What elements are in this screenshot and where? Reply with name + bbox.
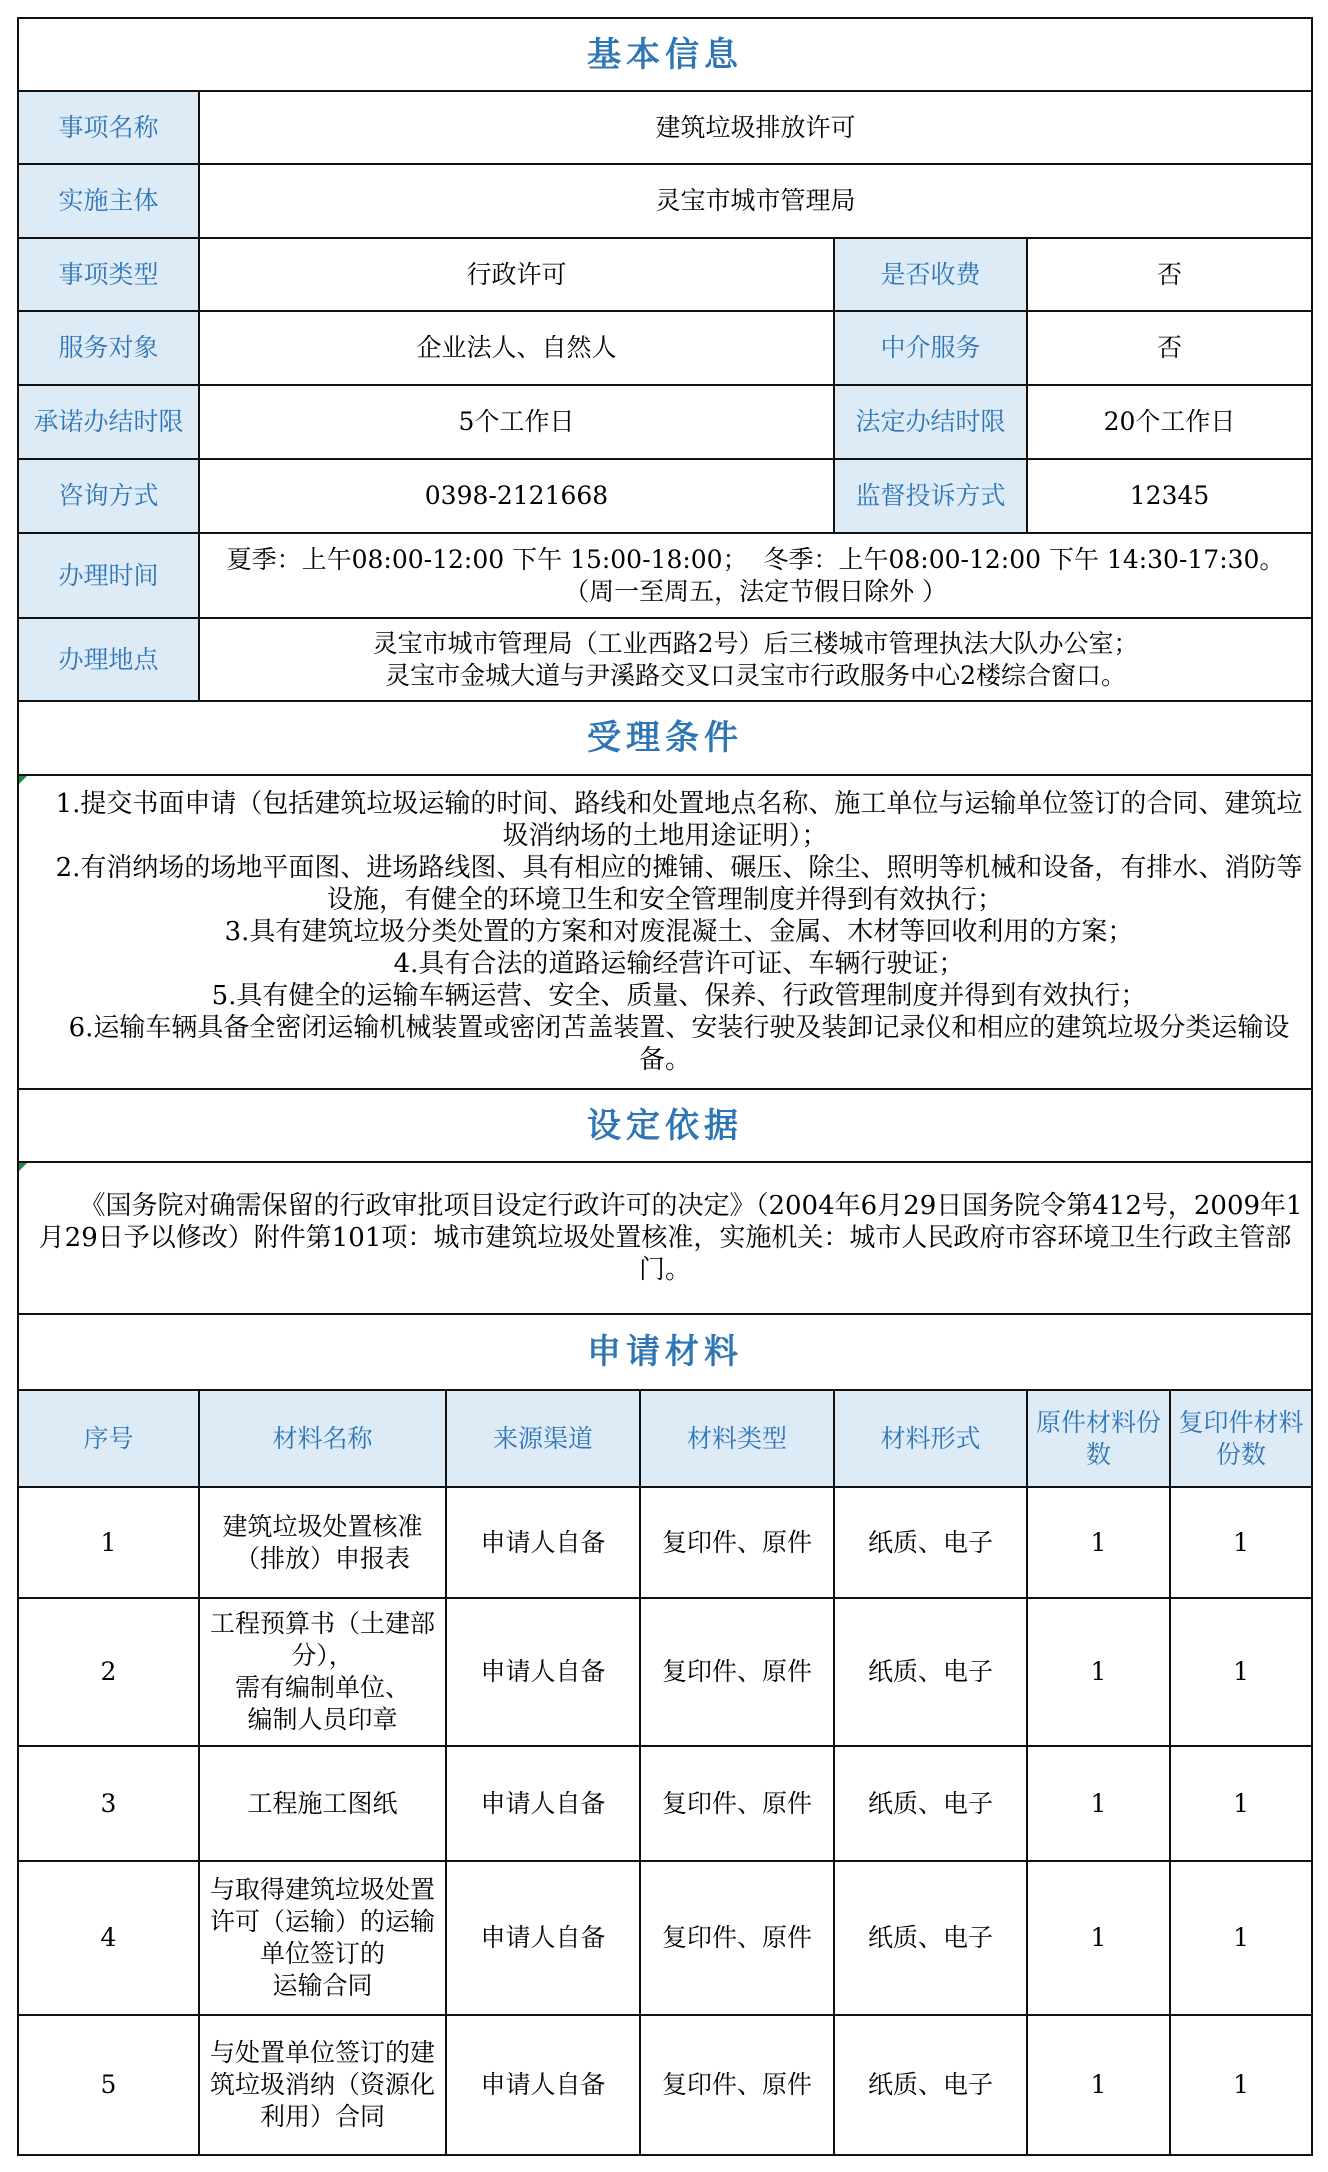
column-header-copy-count: 复印件材料份数 — [1170, 1390, 1312, 1487]
section-row-conditions — [18, 701, 1312, 775]
section-title-basis: 设定依据 — [18, 1089, 1312, 1162]
service-guide-table — [17, 17, 1313, 2156]
material-source: 申请人自备 — [446, 1598, 640, 1746]
material-form: 纸质、电子 — [834, 1861, 1027, 2015]
material-no: 4 — [18, 1861, 199, 2015]
material-name: 与取得建筑垃圾处置 许可（运输）的运输 单位签订的 运输合同 — [199, 1861, 446, 2015]
conditions-content — [18, 775, 1312, 1089]
material-type: 复印件、原件 — [640, 1598, 834, 1746]
material-copy-count: 1 — [1170, 1487, 1312, 1598]
material-original-count: 1 — [1027, 2015, 1170, 2155]
material-name: 工程施工图纸 — [199, 1746, 446, 1861]
material-type: 复印件、原件 — [640, 1487, 834, 1598]
basis-text: 《国务院对确需保留的行政审批项目设定行政许可的决定》（2004年6月29日国务院令第412号，2009年1月29日予以修改）附件第101项：城市建筑垃圾处置核准，实施机关：城市人民政府市容环境卫生行政主管部门。 — [38, 1191, 1303, 1285]
row-conditions-content — [18, 775, 1312, 1089]
material-copy-count: 1 — [1170, 1746, 1312, 1861]
item-name-label: 事项名称 — [18, 91, 199, 164]
row-item-type — [18, 238, 1312, 311]
material-no: 5 — [18, 2015, 199, 2155]
material-copy-count: 1 — [1170, 2015, 1312, 2155]
implementer-label: 实施主体 — [18, 164, 199, 238]
condition-item-1: 1.提交书面申请（包括建筑垃圾运输的时间、路线和处置地点名称、施工单位与运输单位签订的合同、建筑垃圾消纳场的土地用途证明）； — [55, 789, 1303, 851]
material-copy-count: 1 — [1170, 1861, 1312, 2015]
row-contact — [18, 459, 1312, 533]
intermediary-label: 中介服务 — [834, 311, 1027, 385]
consult-label: 咨询方式 — [18, 459, 199, 533]
section-row-materials — [18, 1314, 1312, 1390]
material-type: 复印件、原件 — [640, 1746, 834, 1861]
condition-item-2: 2.有消纳场的场地平面图、进场路线图、具有相应的摊铺、碾压、除尘、照明等机械和设备，有排水、消防等设施，有健全的环境卫生和安全管理制度并得到有效执行； — [55, 853, 1303, 915]
hours-value — [199, 533, 1312, 618]
column-header-form: 材料形式 — [834, 1390, 1027, 1487]
promised-time-label: 承诺办结时限 — [18, 385, 199, 459]
table-row — [18, 1598, 1312, 1746]
material-source: 申请人自备 — [446, 1746, 640, 1861]
cell-indicator-triangle — [19, 776, 27, 784]
material-name: 建筑垃圾处置核准 （排放）申报表 — [199, 1487, 446, 1598]
item-type-label: 事项类型 — [18, 238, 199, 311]
material-form: 纸质、电子 — [834, 1746, 1027, 1861]
material-source: 申请人自备 — [446, 1861, 640, 2015]
promised-time-value: 5个工作日 — [199, 385, 834, 459]
material-form: 纸质、电子 — [834, 2015, 1027, 2155]
table-row — [18, 1861, 1312, 2015]
hours-label: 办理时间 — [18, 533, 199, 618]
section-title-materials: 申请材料 — [18, 1314, 1312, 1390]
section-row-basis — [18, 1089, 1312, 1162]
table-row — [18, 1746, 1312, 1861]
location-label: 办理地点 — [18, 618, 199, 701]
condition-item-3: 3.具有建筑垃圾分类处置的方案和对废混凝土、金属、木材等回收利用的方案； — [224, 917, 1134, 947]
material-no: 2 — [18, 1598, 199, 1746]
section-row-basic-info — [18, 18, 1312, 91]
column-header-name: 材料名称 — [199, 1390, 446, 1487]
material-copy-count: 1 — [1170, 1598, 1312, 1746]
material-form: 纸质、电子 — [834, 1487, 1027, 1598]
item-type-value: 行政许可 — [199, 238, 834, 311]
item-name-value: 建筑垃圾排放许可 — [199, 91, 1312, 164]
material-original-count: 1 — [1027, 1487, 1170, 1598]
fee-label: 是否收费 — [834, 238, 1027, 311]
column-header-type: 材料类型 — [640, 1390, 834, 1487]
location-line-2: 灵宝市金城大道与尹溪路交叉口灵宝市行政服务中心2楼综合窗口。 — [385, 660, 1126, 690]
hours-line-seasonal: 夏季：上午08:00-12:00 下午 15:00-18:00； 冬季：上午08:00-12:00 下午 14:30-17:30。 — [226, 544, 1285, 574]
basis-content — [18, 1162, 1312, 1314]
consult-value: 0398-2121668 — [199, 459, 834, 533]
condition-item-5: 5.具有健全的运输车辆运营、安全、质量、保养、行政管理制度并得到有效执行； — [211, 981, 1147, 1011]
table-row — [18, 2015, 1312, 2155]
row-basis-content — [18, 1162, 1312, 1314]
complaint-label: 监督投诉方式 — [834, 459, 1027, 533]
material-name: 与处置单位签订的建 筑垃圾消纳（资源化 利用）合同 — [199, 2015, 446, 2155]
complaint-value: 12345 — [1027, 459, 1312, 533]
material-type: 复印件、原件 — [640, 2015, 834, 2155]
material-original-count: 1 — [1027, 1746, 1170, 1861]
material-no: 3 — [18, 1746, 199, 1861]
materials-header-row — [18, 1390, 1312, 1487]
material-no: 1 — [18, 1487, 199, 1598]
row-item-name — [18, 91, 1312, 164]
fee-value: 否 — [1027, 238, 1312, 311]
row-time-limits — [18, 385, 1312, 459]
condition-item-4: 4.具有合法的道路运输经营许可证、车辆行驶证； — [393, 949, 965, 979]
material-name: 工程预算书（土建部 分）， 需有编制单位、 编制人员印章 — [199, 1598, 446, 1746]
section-title-basic-info: 基本信息 — [18, 18, 1312, 91]
material-form: 纸质、电子 — [834, 1598, 1027, 1746]
column-header-source: 来源渠道 — [446, 1390, 640, 1487]
material-source: 申请人自备 — [446, 1487, 640, 1598]
service-guide-sheet — [17, 17, 1311, 2156]
intermediary-value: 否 — [1027, 311, 1312, 385]
material-source: 申请人自备 — [446, 2015, 640, 2155]
hours-line-weekdays: （周一至周五，法定节假日除外 ） — [564, 576, 948, 606]
condition-item-6: 6.运输车辆具备全密闭运输机械装置或密闭苫盖装置、安装行驶及装卸记录仪和相应的建筑垃圾分类运输设备。 — [68, 1013, 1290, 1075]
row-location — [18, 618, 1312, 701]
material-original-count: 1 — [1027, 1598, 1170, 1746]
material-type: 复印件、原件 — [640, 1861, 834, 2015]
location-value — [199, 618, 1312, 701]
row-implementer — [18, 164, 1312, 238]
service-target-value: 企业法人、自然人 — [199, 311, 834, 385]
service-target-label: 服务对象 — [18, 311, 199, 385]
material-original-count: 1 — [1027, 1861, 1170, 2015]
implementer-value: 灵宝市城市管理局 — [199, 164, 1312, 238]
section-title-conditions: 受理条件 — [18, 701, 1312, 775]
table-body — [18, 18, 1312, 2155]
row-service-target — [18, 311, 1312, 385]
column-header-no: 序号 — [18, 1390, 199, 1487]
location-line-1: 灵宝市城市管理局（工业西路2号）后三楼城市管理执法大队办公室； — [372, 628, 1139, 658]
row-hours — [18, 533, 1312, 618]
legal-time-value: 20个工作日 — [1027, 385, 1312, 459]
cell-indicator-triangle — [19, 1163, 27, 1171]
column-header-original-count: 原件材料份数 — [1027, 1390, 1170, 1487]
legal-time-label: 法定办结时限 — [834, 385, 1027, 459]
table-row — [18, 1487, 1312, 1598]
